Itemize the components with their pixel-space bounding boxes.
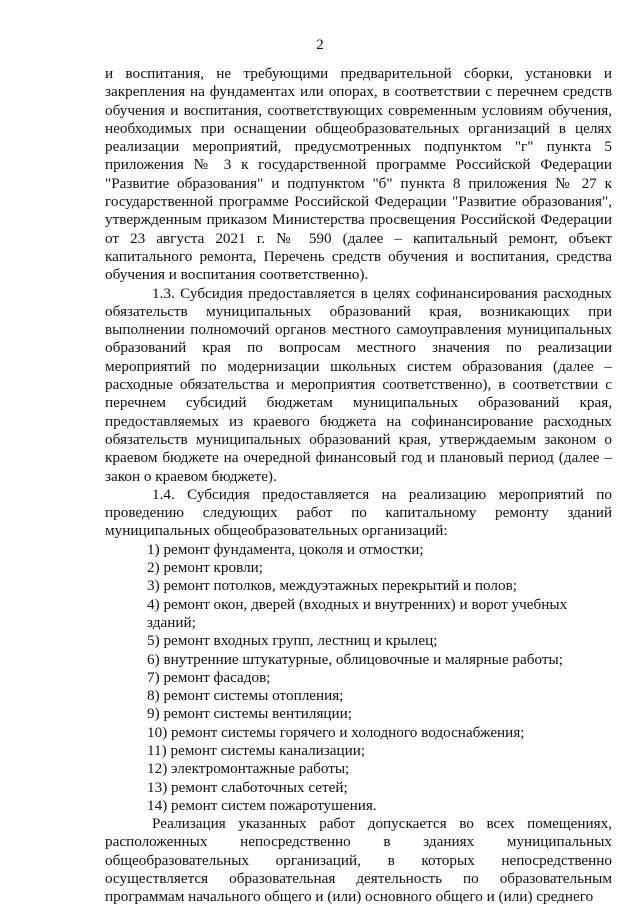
page-number: 2 — [316, 37, 324, 53]
document-body — [105, 65, 612, 907]
list-item: 3) ремонт потолков, междуэтажных перекрытий и полов; — [147, 577, 517, 595]
paragraph-1-4: 1.4. Субсидия предоставляется на реализацию мероприятий по проведению следующих работ по капитальному ремонту зданий муниципальных общеобразовательных организаций: — [105, 485, 612, 540]
list-item: 5) ремонт входных групп, лестниц и крылец; — [147, 632, 438, 650]
list-item: 13) ремонт слаботочных сетей; — [147, 778, 348, 796]
list-item: 7) ремонт фасадов; — [147, 668, 271, 686]
list-item: 4) ремонт окон, дверей (входных и внутренних) и ворот учебных зданий; — [147, 595, 568, 631]
list-item: 2) ремонт кровли; — [147, 559, 264, 577]
paragraph-continuation: и воспитания, не требующими предварительной сборки, установки и закрепления на фундаментах или опорах, в соответствии с перечнем средств обучения и воспитания, соответствующих современным условиям обучения, необходимых при оснащении общеобразовательных организаций в целях реализации мероприятий, предусмотренных подпунктом "г" пункта 5 приложения № 3 к государственной программе Российской Федерации "Развитие образования" и подпунктом "б" пункта 8 приложения № 27 к государственной программе Российской Федерации "Развитие образования", утвержденным приказом Министерства просвещения Российской Федерации от 23 августа 2021 г. № 590 (далее – капитальный ремонт, объект капитального ремонта, Перечень средств обучения и воспитания, средства обучения и воспитания соответственно). — [105, 65, 612, 284]
works-list — [105, 541, 612, 815]
list-item: 11) ремонт системы канализации; — [147, 741, 366, 759]
list-item: 9) ремонт системы вентиляции; — [147, 705, 353, 723]
list-item: 14) ремонт систем пожаротушения. — [147, 796, 377, 814]
paragraph-1-3: 1.3. Субсидия предоставляется в целях софинансирования расходных обязательств муниципальных образований края, возникающих при выполнении полномочий органов местного самоуправления муниципальных образований края по вопросам местного значения по реализации мероприятий по модернизации школьных систем образования (далее – расходные обязательства и мероприятия соответственно), в соответствии с перечнем субсидий бюджетам муниципальных образований края, предоставляемых из краевого бюджета на софинансирование расходных обязательств муниципальных образований края, утверждаемым законом о краевом бюджете на очередной финансовый год и плановый период (далее – закон о краевом бюджете). — [105, 284, 612, 485]
list-item: 10) ремонт системы горячего и холодного водоснабжения; — [147, 723, 525, 741]
list-item: 1) ремонт фундамента, цоколя и отмостки; — [147, 540, 424, 558]
paragraph-implementation: Реализация указанных работ допускается во всех помещениях, расположенных непосредственно в зданиях муниципальных общеобразовательных организаций, в которых непосредственно осуществляется образовательная деятельность по образовательным программам начального общего и (или) основного общего и (или) среднего — [105, 815, 612, 906]
list-item: 6) внутренние штукатурные, облицовочные и малярные работы; — [147, 650, 563, 668]
list-item: 12) электромонтажные работы; — [147, 760, 350, 778]
list-item: 8) ремонт системы отопления; — [147, 687, 344, 705]
